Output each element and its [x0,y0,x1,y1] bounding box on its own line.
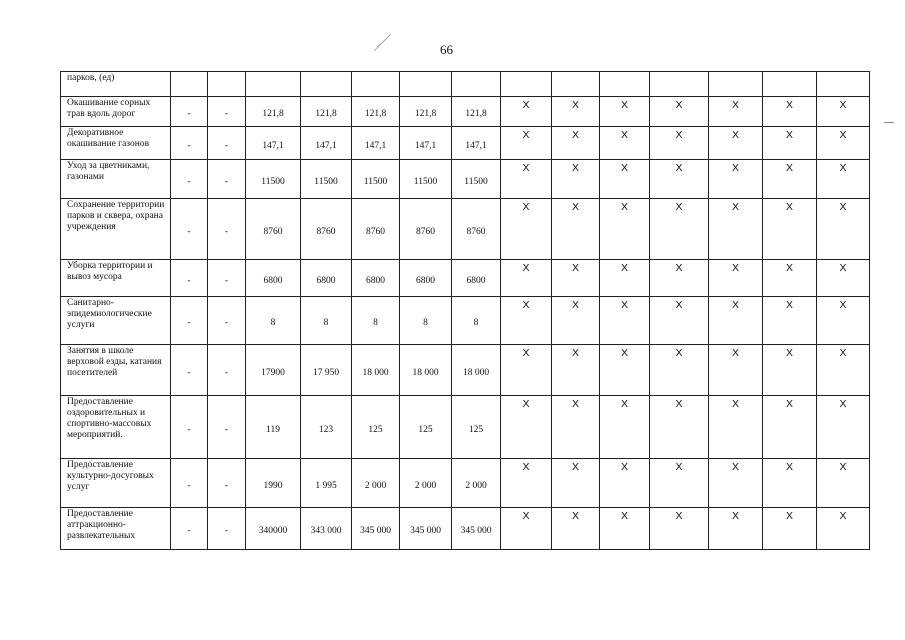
x-mark-cell: X [709,97,763,127]
dash-cell: - [171,297,208,345]
value-cell: 8760 [301,199,352,260]
value-cell: 8760 [352,199,400,260]
value-cell: 18 000 [400,345,452,396]
value-cell: 340000 [246,508,301,550]
table-body [61,72,870,550]
x-mark-cell: X [763,199,817,260]
value-cell: 8 [452,297,501,345]
row-label: Декоративное окашивание газонов [61,127,171,160]
row-label: парков, (ед) [61,72,171,97]
x-mark-cell: X [501,97,552,127]
value-cell: 8 [352,297,400,345]
table-row [61,459,870,508]
x-mark-cell: X [501,459,552,508]
x-mark-cell [709,72,763,97]
dash-cell: - [171,396,208,459]
x-mark-cell: X [650,260,709,297]
margin-mark [884,122,894,123]
value-cell: 147,1 [400,127,452,160]
x-mark-cell: X [817,396,870,459]
x-mark-cell: X [552,199,600,260]
pen-stroke-mark [372,32,394,54]
x-mark-cell: X [552,260,600,297]
value-cell: 345 000 [352,508,400,550]
table-row [61,345,870,396]
x-mark-cell: X [600,459,650,508]
dash-cell: - [208,260,246,297]
dash-cell: - [171,459,208,508]
x-mark-cell: X [709,160,763,199]
x-mark-cell: X [709,127,763,160]
value-cell: 6800 [301,260,352,297]
dash-cell: - [171,260,208,297]
value-cell: 345 000 [400,508,452,550]
value-cell: 343 000 [301,508,352,550]
x-mark-cell: X [650,396,709,459]
value-cell: 8 [246,297,301,345]
x-mark-cell: X [763,396,817,459]
x-mark-cell: X [817,160,870,199]
x-mark-cell: X [600,345,650,396]
x-mark-cell [763,72,817,97]
row-label: Занятия в школе верховой езды, катания посетителей [61,345,171,396]
value-cell: 2 000 [352,459,400,508]
x-mark-cell: X [650,297,709,345]
x-mark-cell: X [709,260,763,297]
x-mark-cell: X [552,459,600,508]
value-cell: 345 000 [452,508,501,550]
x-mark-cell: X [709,199,763,260]
value-cell [400,72,452,97]
x-mark-cell: X [817,345,870,396]
value-cell: 123 [301,396,352,459]
x-mark-cell [501,72,552,97]
x-mark-cell [650,72,709,97]
value-cell: 125 [452,396,501,459]
dash-cell: - [171,97,208,127]
x-mark-cell: X [501,345,552,396]
dash-cell: - [171,508,208,550]
row-label: Уборка территории и вывоз мусора [61,260,171,297]
value-cell: 121,8 [246,97,301,127]
x-mark-cell: X [650,127,709,160]
dash-cell: - [208,127,246,160]
x-mark-cell: X [817,260,870,297]
x-mark-cell: X [600,160,650,199]
row-label: Сохранение территории парков и сквера, охрана учреждения [61,199,171,260]
x-mark-cell [552,72,600,97]
value-cell [352,72,400,97]
x-mark-cell: X [552,508,600,550]
table-row [61,199,870,260]
value-cell: 6800 [452,260,501,297]
x-mark-cell: X [650,160,709,199]
dash-cell: - [208,508,246,550]
x-mark-cell: X [650,459,709,508]
table-row [61,508,870,550]
budget-table [60,71,870,550]
value-cell: 11500 [246,160,301,199]
x-mark-cell: X [501,396,552,459]
x-mark-cell: X [817,97,870,127]
value-cell: 18 000 [352,345,400,396]
x-mark-cell: X [763,345,817,396]
x-mark-cell: X [817,459,870,508]
dash-cell: - [171,160,208,199]
x-mark-cell: X [817,508,870,550]
value-cell: 121,8 [301,97,352,127]
value-cell [301,72,352,97]
x-mark-cell: X [763,260,817,297]
x-mark-cell: X [709,345,763,396]
x-mark-cell: X [709,459,763,508]
page-number: 66 [440,42,453,57]
x-mark-cell: X [552,396,600,459]
dash-cell: - [208,396,246,459]
row-label: Окашивание сорных трав вдоль дорог [61,97,171,127]
value-cell: 17900 [246,345,301,396]
table-row [61,127,870,160]
x-mark-cell: X [763,459,817,508]
x-mark-cell: X [763,127,817,160]
x-mark-cell: X [501,127,552,160]
value-cell: 147,1 [246,127,301,160]
x-mark-cell: X [600,396,650,459]
value-cell: 11500 [452,160,501,199]
x-mark-cell: X [763,508,817,550]
dash-cell: - [171,199,208,260]
dash-cell: - [208,297,246,345]
row-label: Предоставление оздоровительных и спортивно-массовых мероприятий. [61,396,171,459]
row-label: Предоставление культурно-досуговых услуг [61,459,171,508]
table-row [61,396,870,459]
x-mark-cell: X [650,97,709,127]
x-mark-cell: X [709,508,763,550]
value-cell: 6800 [352,260,400,297]
value-cell: 2 000 [452,459,501,508]
dash-cell [208,72,246,97]
value-cell: 119 [246,396,301,459]
value-cell: 1990 [246,459,301,508]
value-cell: 1 995 [301,459,352,508]
dash-cell: - [208,199,246,260]
dash-cell: - [208,160,246,199]
x-mark-cell: X [600,508,650,550]
x-mark-cell: X [600,127,650,160]
value-cell [452,72,501,97]
value-cell: 121,8 [400,97,452,127]
x-mark-cell: X [817,127,870,160]
value-cell: 8760 [452,199,501,260]
x-mark-cell: X [600,199,650,260]
value-cell: 8 [301,297,352,345]
x-mark-cell: X [501,199,552,260]
value-cell: 125 [352,396,400,459]
x-mark-cell: X [501,160,552,199]
value-cell [246,72,301,97]
x-mark-cell: X [552,160,600,199]
value-cell: 121,8 [452,97,501,127]
x-mark-cell [817,72,870,97]
dash-cell: - [171,345,208,396]
value-cell: 121,8 [352,97,400,127]
value-cell: 18 000 [452,345,501,396]
value-cell: 147,1 [301,127,352,160]
x-mark-cell: X [501,297,552,345]
value-cell: 2 000 [400,459,452,508]
table-row [61,97,870,127]
x-mark-cell: X [650,345,709,396]
x-mark-cell [600,72,650,97]
value-cell: 11500 [301,160,352,199]
x-mark-cell: X [501,508,552,550]
value-cell: 11500 [352,160,400,199]
dash-cell: - [208,97,246,127]
x-mark-cell: X [552,97,600,127]
table-row [61,260,870,297]
x-mark-cell: X [600,97,650,127]
row-label: Уход за цветниками, газонами [61,160,171,199]
x-mark-cell: X [650,199,709,260]
x-mark-cell: X [501,260,552,297]
dash-cell: - [208,459,246,508]
value-cell: 17 950 [301,345,352,396]
x-mark-cell: X [763,160,817,199]
dash-cell: - [171,127,208,160]
value-cell: 6800 [246,260,301,297]
x-mark-cell: X [552,127,600,160]
table-row [61,72,870,97]
row-label: Санитарно-эпидемиологические услуги [61,297,171,345]
value-cell: 8 [400,297,452,345]
x-mark-cell: X [709,297,763,345]
value-cell: 8760 [246,199,301,260]
x-mark-cell: X [552,345,600,396]
table-row [61,160,870,199]
x-mark-cell: X [817,297,870,345]
x-mark-cell: X [763,97,817,127]
x-mark-cell: X [763,297,817,345]
value-cell: 147,1 [352,127,400,160]
x-mark-cell: X [552,297,600,345]
x-mark-cell: X [709,396,763,459]
row-label: Предоставление аттракционно-развлекательных [61,508,171,550]
value-cell: 8760 [400,199,452,260]
dash-cell: - [208,345,246,396]
x-mark-cell: X [650,508,709,550]
x-mark-cell: X [600,297,650,345]
x-mark-cell: X [817,199,870,260]
table-row [61,297,870,345]
value-cell: 6800 [400,260,452,297]
value-cell: 11500 [400,160,452,199]
value-cell: 125 [400,396,452,459]
x-mark-cell: X [600,260,650,297]
value-cell: 147,1 [452,127,501,160]
dash-cell [171,72,208,97]
